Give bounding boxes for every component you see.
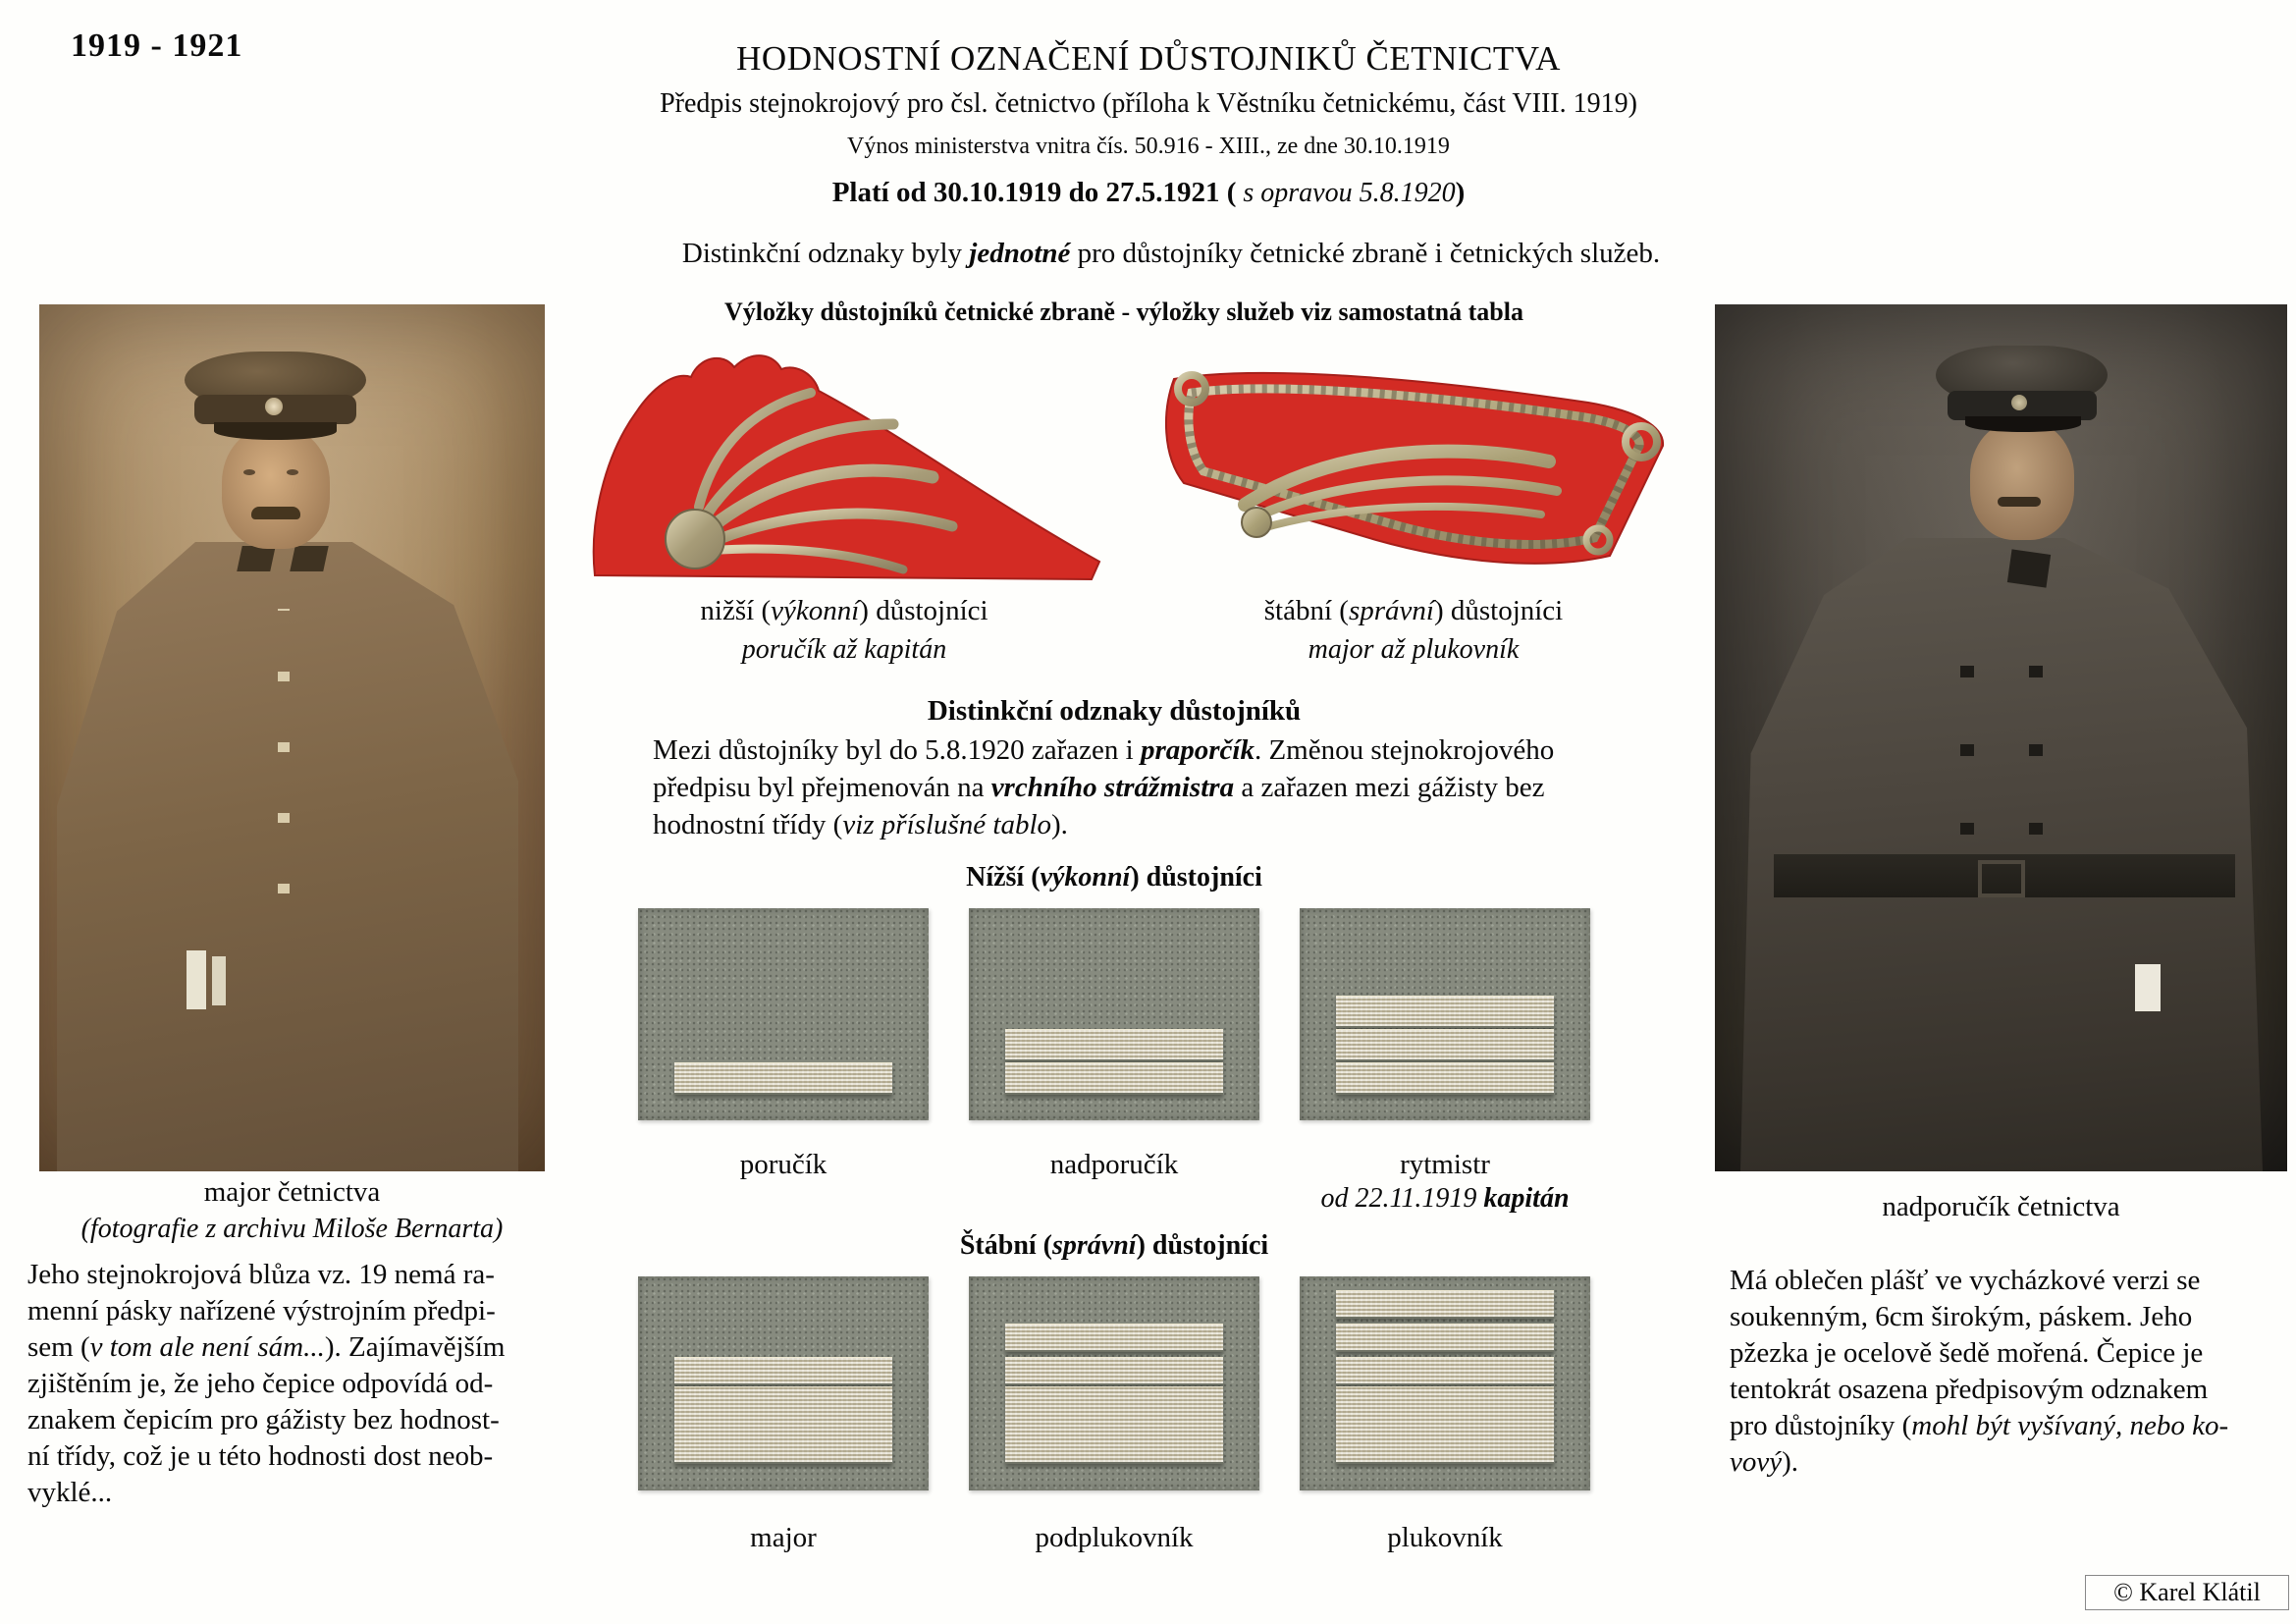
vylozka-range-stabni: major až plukovník (1308, 634, 1520, 665)
rank-label-podplukovnik: podplukovník (1035, 1522, 1194, 1553)
officer-face (222, 426, 330, 549)
rank-stripe (1005, 1357, 1223, 1385)
grenade-ball-icon (666, 510, 724, 568)
rank-stripe (1336, 1062, 1554, 1095)
caption-nadporucik: nadporučík četnictva (1882, 1191, 2120, 1222)
button-row (278, 609, 290, 893)
mustache (1998, 497, 2041, 507)
rank-label-rytmistr: rytmistr (1400, 1149, 1490, 1180)
rank-stripe (1336, 1324, 1554, 1352)
rank-patch-podplukovnik (969, 1276, 1259, 1490)
rank-band (1336, 1386, 1554, 1464)
intro-line (553, 238, 1789, 270)
rank-label-nadporucik: nadporučík (1049, 1149, 1179, 1180)
decree-line: Výnos ministerstva vnitra čís. 50.916 - XIII., ze dne 30.10.1919 (847, 134, 1450, 159)
cuff-mark (187, 950, 206, 1009)
copyright-box: © Karel Klátil (2085, 1575, 2289, 1610)
text-line: předpisu byl přejmenován na vrchního strážmistra a zařazen mezi gážisty bez (653, 772, 1545, 803)
vylozka-range-nizsi: poručík až kapitán (741, 634, 947, 665)
section-heading-nizsi: Nížší (výkonní) důstojníci (966, 862, 1262, 893)
cap-visor (1965, 416, 2081, 432)
rank-band (1005, 1386, 1223, 1464)
collar-tab (237, 546, 276, 571)
collar-tab (290, 546, 329, 571)
intro-emph: jednotné (969, 238, 1071, 269)
cap-badge-icon (265, 398, 283, 415)
officer-face (1970, 420, 2074, 540)
left-paragraph (27, 1259, 505, 1513)
rank-label-plukovnik: plukovník (1387, 1522, 1503, 1553)
page-subtitle: Předpis stejnokrojový pro čsl. četnictvo (příloha k Věstníku četnickému, část VIII. 1919) (660, 88, 1637, 119)
rank-patch-major (638, 1276, 929, 1490)
rank-stripe (674, 1357, 892, 1385)
text-line: tentokrát osazena předpisovým odznakem (1730, 1374, 2209, 1405)
text-line: Má oblečen plášť ve vycházkové verzi se (1730, 1265, 2201, 1296)
right-paragraph (1730, 1265, 2228, 1483)
cuff-mark (2135, 964, 2161, 1011)
rank-stripe (1336, 1290, 1554, 1319)
cap-visor (214, 422, 337, 440)
rank-note-kapitan: od 22.11.1919 kapitán (1320, 1183, 1570, 1214)
grenade-ball-icon (1242, 508, 1271, 537)
rank-stripe (1005, 1062, 1223, 1095)
text-line: pžezka je ocelově šedě mořená. Čepice je (1730, 1337, 2204, 1369)
validity-bold: Platí od 30.10.1919 do 27.5.1921 ( (831, 177, 1237, 208)
rank-stripe (1005, 1029, 1223, 1061)
distinkce-paragraph (653, 734, 1554, 846)
text-line: vyklé... (27, 1477, 113, 1508)
eye (243, 469, 255, 475)
section-heading-stabni: Štábní (správní) důstojníci (959, 1230, 1269, 1261)
text-line: Mezi důstojníky byl do 5.8.1920 zařazen i praporčík. Změnou stejnokrojového (653, 734, 1555, 766)
distinkce-heading: Distinkční odznaky důstojníků (927, 695, 1302, 727)
vylozka-label-nizsi: nižší (výkonní) důstojníci (700, 595, 988, 626)
rank-patch-porucik (638, 908, 929, 1120)
rank-patch-nadporucik (969, 908, 1259, 1120)
text-line: vový). (1730, 1446, 1799, 1478)
cap-badge-icon (2011, 395, 2027, 410)
text-line: zjištěním je, že jeho čepice odpovídá od- (27, 1368, 494, 1399)
rank-stripe (1005, 1324, 1223, 1352)
text-line: soukenným, 6cm širokým, páskem. Jeho (1730, 1301, 2193, 1332)
intro-pre: Distinkční odznaky byly (681, 238, 970, 269)
validity-italic: s opravou 5.8.1920 (1236, 178, 1456, 208)
photo-credit: (fotografie z archivu Miloše Bernarta) (80, 1214, 504, 1244)
rank-stripe (1336, 1357, 1554, 1385)
text-line: menní pásky nařízené výstrojním předpi- (27, 1295, 496, 1326)
caption-major: major četnictva (203, 1176, 381, 1208)
collar-tab (2007, 549, 2051, 587)
collar-patch-nizsi (579, 330, 1109, 587)
vylozka-label-stabni: štábní (správní) důstojníci (1263, 595, 1564, 626)
button-row (1960, 599, 1974, 835)
collar-patch-stabni (1129, 336, 1698, 583)
belt-buckle (1978, 860, 2025, 897)
page-title: HODNOSTNÍ OZNAČENÍ DŮSTOJNIKŮ ČETNICTVA (736, 39, 1561, 78)
rank-stripe (1336, 1029, 1554, 1061)
text-line: hodnostní třídy (viz příslušné tablo). (653, 809, 1068, 840)
rank-stripe (1336, 996, 1554, 1028)
intro-post: pro důstojníky četnické zbraně i četnických služeb. (1070, 238, 1661, 269)
validity-line (412, 177, 1885, 209)
text-line: znakem čepicím pro gážisty bez hodnost- (27, 1404, 500, 1435)
rank-label-major: major (750, 1522, 817, 1553)
text-line: ní třídy, což je u této hodnosti dost neob- (27, 1440, 494, 1472)
text-line: pro důstojníky (mohl být vyšívaný, nebo ko- (1730, 1410, 2229, 1441)
eye (287, 469, 298, 475)
rank-patch-plukovnik (1300, 1276, 1590, 1490)
rank-stripe (674, 1062, 892, 1095)
officer-photo-nadporucik (1715, 304, 2287, 1171)
mustache (251, 507, 300, 519)
vylozky-heading: Výložky důstojníků četnické zbraně - výložky služeb viz samostatná tabla (724, 298, 1523, 326)
text-line: Jeho stejnokrojová blůza vz. 19 nemá ra- (27, 1259, 495, 1290)
rank-patch-rytmistr (1300, 908, 1590, 1120)
officer-photo-major (39, 304, 545, 1171)
rank-label-porucik: poručík (739, 1149, 828, 1180)
period-label: 1919 - 1921 (71, 27, 243, 64)
rank-band (674, 1386, 892, 1464)
text-line: sem (v tom ale není sám...). Zajímavějším (27, 1331, 506, 1363)
cuff-mark (212, 956, 226, 1005)
button-row (2029, 599, 2043, 835)
validity-suffix: ) (1455, 177, 1466, 208)
